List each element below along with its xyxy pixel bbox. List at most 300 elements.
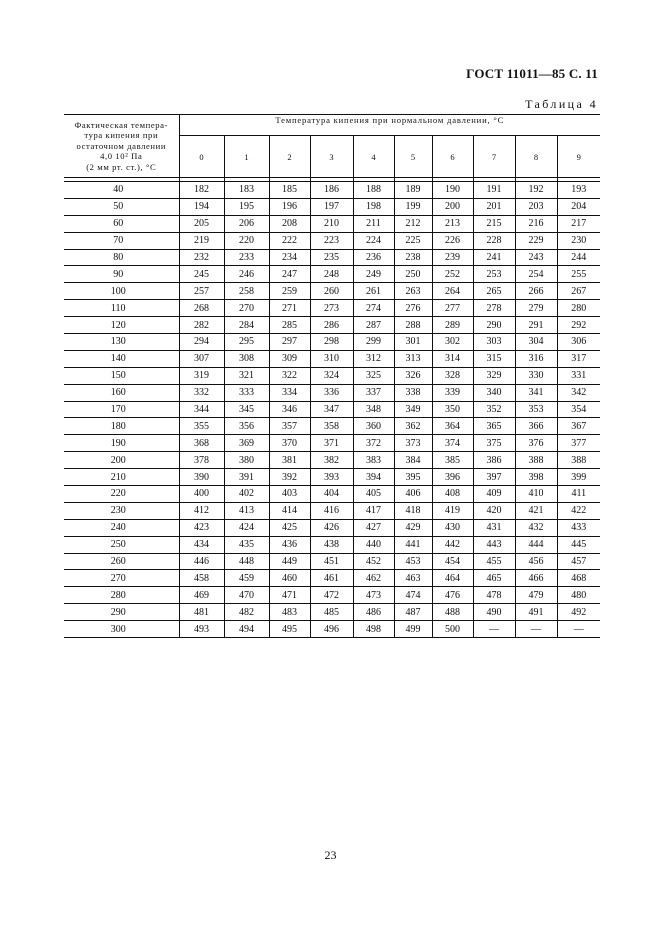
table-cell: 429 <box>394 519 432 536</box>
table-cell: 310 <box>310 350 353 367</box>
table-cell: 182 <box>179 182 224 199</box>
table-cell: 474 <box>394 587 432 604</box>
table-cell: 257 <box>179 283 224 300</box>
table-cell: 254 <box>515 266 557 283</box>
column-header: 6 <box>432 136 473 178</box>
table-cell: 483 <box>269 604 310 621</box>
table-cell: 386 <box>473 452 515 469</box>
table-cell: 243 <box>515 249 557 266</box>
row-label: 280 <box>64 587 179 604</box>
table-cell: 353 <box>515 401 557 418</box>
table-cell: 199 <box>394 198 432 215</box>
table-cell: 423 <box>179 519 224 536</box>
table-cell: 233 <box>224 249 269 266</box>
table-cell: 362 <box>394 418 432 435</box>
table-cell: 408 <box>432 486 473 503</box>
table-cell: 418 <box>394 502 432 519</box>
table-row <box>64 604 600 621</box>
table-cell: 259 <box>269 283 310 300</box>
table-cell: 348 <box>353 401 394 418</box>
table-cell: 393 <box>310 469 353 486</box>
table-cell: 433 <box>557 519 600 536</box>
table-cell: 195 <box>224 198 269 215</box>
table-cell: 258 <box>224 283 269 300</box>
table-row <box>64 198 600 215</box>
table-cell: 476 <box>432 587 473 604</box>
row-label: 170 <box>64 401 179 418</box>
table-cell: 457 <box>557 553 600 570</box>
table-cell: 400 <box>179 486 224 503</box>
row-label: 160 <box>64 384 179 401</box>
table-cell: 226 <box>432 232 473 249</box>
table-cell: 493 <box>179 621 224 638</box>
table-cell: 192 <box>515 182 557 199</box>
table-row <box>64 182 600 199</box>
table-cell: 453 <box>394 553 432 570</box>
table-cell: 452 <box>353 553 394 570</box>
table-cell: 313 <box>394 350 432 367</box>
table-cell: 430 <box>432 519 473 536</box>
table-cell: 382 <box>310 452 353 469</box>
table-cell: 385 <box>432 452 473 469</box>
table-cell: 273 <box>310 300 353 317</box>
table-cell: 390 <box>179 469 224 486</box>
table-cell: 479 <box>515 587 557 604</box>
table-cell: 339 <box>432 384 473 401</box>
table-cell: 436 <box>269 536 310 553</box>
table-cell: 355 <box>179 418 224 435</box>
table-cell: 494 <box>224 621 269 638</box>
table-cell: 372 <box>353 435 394 452</box>
table-cell: 193 <box>557 182 600 199</box>
table-row <box>64 249 600 266</box>
table-row <box>64 334 600 351</box>
column-header: 0 <box>179 136 224 178</box>
table-cell: 464 <box>432 570 473 587</box>
row-label: 110 <box>64 300 179 317</box>
table-cell: 321 <box>224 367 269 384</box>
table-cell: 468 <box>557 570 600 587</box>
table-cell: 317 <box>557 350 600 367</box>
column-header: 1 <box>224 136 269 178</box>
boiling-temperature-table <box>64 114 600 638</box>
table-cell: 223 <box>310 232 353 249</box>
table-cell: 205 <box>179 215 224 232</box>
table-cell: 491 <box>515 604 557 621</box>
table-row <box>64 232 600 249</box>
table-cell: 224 <box>353 232 394 249</box>
table-cell: 200 <box>432 198 473 215</box>
table-cell: 265 <box>473 283 515 300</box>
table-cell: 284 <box>224 317 269 334</box>
left-header-line: (2 мм рт. ст.), °С <box>86 161 157 172</box>
table-cell: 229 <box>515 232 557 249</box>
table-cell: 380 <box>224 452 269 469</box>
column-header: 2 <box>269 136 310 178</box>
table-cell: 459 <box>224 570 269 587</box>
table-cell: 330 <box>515 367 557 384</box>
column-header: 5 <box>394 136 432 178</box>
table-cell: 235 <box>310 249 353 266</box>
row-label: 200 <box>64 452 179 469</box>
table-cell: 378 <box>179 452 224 469</box>
table-cell: 337 <box>353 384 394 401</box>
table-cell: 189 <box>394 182 432 199</box>
table-row <box>64 486 600 503</box>
table-row <box>64 300 600 317</box>
table-cell: 414 <box>269 502 310 519</box>
table-cell: 290 <box>473 317 515 334</box>
table-cell: 213 <box>432 215 473 232</box>
top-header: Температура кипения при нормальном давлении, °С <box>179 115 600 136</box>
table-cell: 360 <box>353 418 394 435</box>
table-cell: 271 <box>269 300 310 317</box>
table-cell: 472 <box>310 587 353 604</box>
table-cell: 375 <box>473 435 515 452</box>
table-cell: 498 <box>353 621 394 638</box>
row-label: 60 <box>64 215 179 232</box>
table-cell: 396 <box>432 469 473 486</box>
table-cell: 438 <box>310 536 353 553</box>
table-cell: 462 <box>353 570 394 587</box>
table-cell: 225 <box>394 232 432 249</box>
table-cell: 442 <box>432 536 473 553</box>
table-cell: 239 <box>432 249 473 266</box>
table-cell: 419 <box>432 502 473 519</box>
table-cell: 324 <box>310 367 353 384</box>
table-cell: 308 <box>224 350 269 367</box>
table-cell: 410 <box>515 486 557 503</box>
table-cell: 402 <box>224 486 269 503</box>
table-row <box>64 283 600 300</box>
table-cell: 388 <box>557 452 600 469</box>
table-cell: 198 <box>353 198 394 215</box>
table-cell: 473 <box>353 587 394 604</box>
table-cell: 230 <box>557 232 600 249</box>
table-cell: 319 <box>179 367 224 384</box>
left-header-line: Фактическая темпера- <box>74 119 169 130</box>
table-cell: 329 <box>473 367 515 384</box>
table-cell: 490 <box>473 604 515 621</box>
table-cell: 388 <box>515 452 557 469</box>
table-row <box>64 266 600 283</box>
table-cell: 463 <box>394 570 432 587</box>
table-cell: 481 <box>179 604 224 621</box>
table-cell: 306 <box>557 334 600 351</box>
table-cell: 186 <box>310 182 353 199</box>
table-cell: 496 <box>310 621 353 638</box>
table-cell: 244 <box>557 249 600 266</box>
table-cell: 204 <box>557 198 600 215</box>
table-row <box>64 587 600 604</box>
table-cell: 495 <box>269 621 310 638</box>
table-cell: 241 <box>473 249 515 266</box>
left-header-line: остаточном давлении <box>76 140 167 151</box>
table-row <box>64 502 600 519</box>
table-cell: 206 <box>224 215 269 232</box>
table-cell: 391 <box>224 469 269 486</box>
table-row <box>64 215 600 232</box>
column-header: 9 <box>557 136 600 178</box>
table-cell: 383 <box>353 452 394 469</box>
table-cell: 465 <box>473 570 515 587</box>
table-cell: 434 <box>179 536 224 553</box>
row-label: 230 <box>64 502 179 519</box>
table-cell: 216 <box>515 215 557 232</box>
table-cell: 427 <box>353 519 394 536</box>
table-cell: 441 <box>394 536 432 553</box>
table-cell: 315 <box>473 350 515 367</box>
table-cell: 424 <box>224 519 269 536</box>
table-cell: 480 <box>557 587 600 604</box>
table-cell: 487 <box>394 604 432 621</box>
table-cell: 211 <box>353 215 394 232</box>
table-cell: 263 <box>394 283 432 300</box>
table-caption: Таблица 4 <box>525 97 598 111</box>
table-cell: 492 <box>557 604 600 621</box>
table-cell: 280 <box>557 300 600 317</box>
table-cell: 417 <box>353 502 394 519</box>
table-cell: 347 <box>310 401 353 418</box>
table-cell: 381 <box>269 452 310 469</box>
table-cell: 188 <box>353 182 394 199</box>
table-cell: 196 <box>269 198 310 215</box>
table-cell: 307 <box>179 350 224 367</box>
table-cell: 346 <box>269 401 310 418</box>
table-cell: 333 <box>224 384 269 401</box>
table-cell: 286 <box>310 317 353 334</box>
table-cell: 314 <box>432 350 473 367</box>
table-cell: 215 <box>473 215 515 232</box>
table-cell: 183 <box>224 182 269 199</box>
table-cell: 395 <box>394 469 432 486</box>
table-cell: 249 <box>353 266 394 283</box>
table-row <box>64 553 600 570</box>
left-column-header <box>64 115 179 178</box>
table-row <box>64 536 600 553</box>
column-header: 7 <box>473 136 515 178</box>
row-label: 250 <box>64 536 179 553</box>
column-header: 4 <box>353 136 394 178</box>
table-cell: 416 <box>310 502 353 519</box>
table-cell: 331 <box>557 367 600 384</box>
table-cell: 316 <box>515 350 557 367</box>
left-header-line: 4,0 10² Па <box>100 151 143 162</box>
row-label: 180 <box>64 418 179 435</box>
table-cell: 369 <box>224 435 269 452</box>
table-cell: 412 <box>179 502 224 519</box>
row-label: 240 <box>64 519 179 536</box>
table-cell: 264 <box>432 283 473 300</box>
table-cell: 289 <box>432 317 473 334</box>
left-header-line: тура кипения при <box>84 130 159 141</box>
table-row <box>64 570 600 587</box>
table-cell: 285 <box>269 317 310 334</box>
table-cell: 245 <box>179 266 224 283</box>
table-cell: 203 <box>515 198 557 215</box>
row-label: 100 <box>64 283 179 300</box>
table-cell: 277 <box>432 300 473 317</box>
table-cell: 471 <box>269 587 310 604</box>
table-cell: — <box>473 621 515 638</box>
table-cell: 482 <box>224 604 269 621</box>
table-cell: 358 <box>310 418 353 435</box>
table-cell: 190 <box>432 182 473 199</box>
table-cell: 406 <box>394 486 432 503</box>
table-cell: 445 <box>557 536 600 553</box>
table-row <box>64 367 600 384</box>
table-cell: 302 <box>432 334 473 351</box>
table-cell: 266 <box>515 283 557 300</box>
row-label: 150 <box>64 367 179 384</box>
row-label: 70 <box>64 232 179 249</box>
table-row <box>64 401 600 418</box>
page-number: 23 <box>324 848 337 862</box>
table-cell: 247 <box>269 266 310 283</box>
table-cell: 411 <box>557 486 600 503</box>
table-row <box>64 350 600 367</box>
table-cell: 499 <box>394 621 432 638</box>
table-cell: 295 <box>224 334 269 351</box>
table-cell: 268 <box>179 300 224 317</box>
table-cell: 287 <box>353 317 394 334</box>
table-cell: 234 <box>269 249 310 266</box>
table-cell: 334 <box>269 384 310 401</box>
table-cell: 297 <box>269 334 310 351</box>
table-cell: 354 <box>557 401 600 418</box>
column-header: 8 <box>515 136 557 178</box>
table-cell: — <box>557 621 600 638</box>
table-cell: 304 <box>515 334 557 351</box>
table-cell: 397 <box>473 469 515 486</box>
table-cell: 394 <box>353 469 394 486</box>
row-label: 270 <box>64 570 179 587</box>
table-cell: — <box>515 621 557 638</box>
table-cell: 267 <box>557 283 600 300</box>
table-cell: 278 <box>473 300 515 317</box>
table-cell: 485 <box>310 604 353 621</box>
table-cell: 282 <box>179 317 224 334</box>
table-cell: 486 <box>353 604 394 621</box>
table-cell: 432 <box>515 519 557 536</box>
table-cell: 291 <box>515 317 557 334</box>
table-cell: 384 <box>394 452 432 469</box>
table-cell: 404 <box>310 486 353 503</box>
table-cell: 309 <box>269 350 310 367</box>
table-cell: 340 <box>473 384 515 401</box>
table-cell: 303 <box>473 334 515 351</box>
table-cell: 466 <box>515 570 557 587</box>
row-label: 130 <box>64 334 179 351</box>
column-header: 3 <box>310 136 353 178</box>
table-cell: 194 <box>179 198 224 215</box>
table-cell: 219 <box>179 232 224 249</box>
row-label: 190 <box>64 435 179 452</box>
table-cell: 208 <box>269 215 310 232</box>
table-cell: 246 <box>224 266 269 283</box>
table-cell: 440 <box>353 536 394 553</box>
table-row <box>64 317 600 334</box>
table-row <box>64 519 600 536</box>
table-cell: 252 <box>432 266 473 283</box>
table-cell: 328 <box>432 367 473 384</box>
table-cell: 212 <box>394 215 432 232</box>
table-cell: 405 <box>353 486 394 503</box>
row-label: 50 <box>64 198 179 215</box>
row-label: 290 <box>64 604 179 621</box>
table-cell: 336 <box>310 384 353 401</box>
table-cell: 422 <box>557 502 600 519</box>
table-cell: 469 <box>179 587 224 604</box>
table-cell: 500 <box>432 621 473 638</box>
table-cell: 341 <box>515 384 557 401</box>
table-cell: 413 <box>224 502 269 519</box>
table-cell: 342 <box>557 384 600 401</box>
table-cell: 349 <box>394 401 432 418</box>
table-cell: 294 <box>179 334 224 351</box>
table-row <box>64 418 600 435</box>
table-cell: 248 <box>310 266 353 283</box>
table-cell: 325 <box>353 367 394 384</box>
table-row <box>64 435 600 452</box>
table-cell: 455 <box>473 553 515 570</box>
table-cell: 399 <box>557 469 600 486</box>
table-cell: 279 <box>515 300 557 317</box>
table-cell: 322 <box>269 367 310 384</box>
table-cell: 220 <box>224 232 269 249</box>
table-cell: 185 <box>269 182 310 199</box>
table-cell: 365 <box>473 418 515 435</box>
table-cell: 368 <box>179 435 224 452</box>
table-cell: 345 <box>224 401 269 418</box>
table-cell: 197 <box>310 198 353 215</box>
table-cell: 444 <box>515 536 557 553</box>
table-cell: 356 <box>224 418 269 435</box>
table-cell: 326 <box>394 367 432 384</box>
table-cell: 443 <box>473 536 515 553</box>
table-cell: 344 <box>179 401 224 418</box>
document-header: ГОСТ 11011—85 С. 11 <box>466 66 598 81</box>
row-label: 210 <box>64 469 179 486</box>
table-cell: 448 <box>224 553 269 570</box>
table-cell: 367 <box>557 418 600 435</box>
row-label: 300 <box>64 621 179 638</box>
table-cell: 421 <box>515 502 557 519</box>
table-cell: 446 <box>179 553 224 570</box>
table-cell: 276 <box>394 300 432 317</box>
table-cell: 298 <box>310 334 353 351</box>
table-cell: 350 <box>432 401 473 418</box>
table-row <box>64 384 600 401</box>
table-cell: 366 <box>515 418 557 435</box>
table-cell: 488 <box>432 604 473 621</box>
table-cell: 301 <box>394 334 432 351</box>
table-cell: 451 <box>310 553 353 570</box>
table-cell: 373 <box>394 435 432 452</box>
table-cell: 456 <box>515 553 557 570</box>
table-cell: 332 <box>179 384 224 401</box>
table-cell: 426 <box>310 519 353 536</box>
table-cell: 460 <box>269 570 310 587</box>
table-cell: 238 <box>394 249 432 266</box>
table-cell: 253 <box>473 266 515 283</box>
table-cell: 435 <box>224 536 269 553</box>
row-label: 220 <box>64 486 179 503</box>
table-row <box>64 469 600 486</box>
table-cell: 431 <box>473 519 515 536</box>
table-cell: 299 <box>353 334 394 351</box>
row-label: 260 <box>64 553 179 570</box>
